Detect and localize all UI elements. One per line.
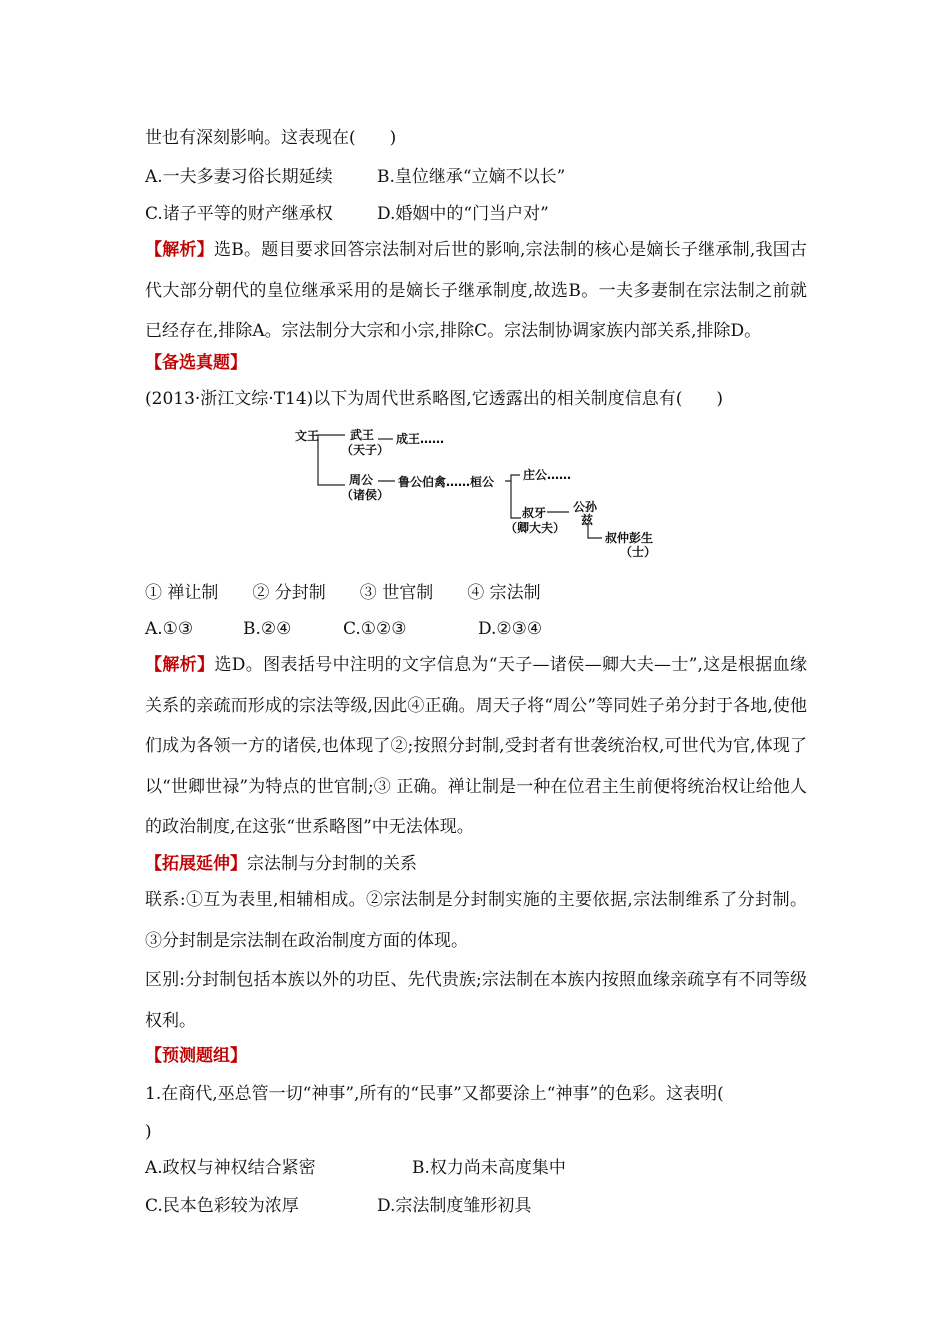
analysis-paragraph-2 (145, 645, 807, 848)
node-wenwang: 文王 (295, 429, 320, 443)
line-huangong-zhuanggong (511, 475, 520, 481)
option-d: D.婚姻中的“门当户对” (377, 204, 549, 224)
extension-title: 宗法制与分封制的关系 (247, 854, 417, 874)
backup-items: ① 禅让制 ② 分封制 ③ 世官制 ④ 宗法制 (145, 583, 541, 603)
analysis-text: 选B。题目要求回答宗法制对后世的影响,宗法制的核心是嫡长子继承制,我国古代大部分朝代的皇位继承采用的是嫡长子继承制度,故选B。一夫多妻制在宗法制之前就已经存在,排除A。宗法制分大宗和小宗,排除C。宗法制协调家族内部关系,排除D。 (145, 240, 807, 341)
analysis-text-2: 选D。图表括号中注明的文字信息为“天子—诸侯—卿大夫—士”,这是根据血缘关系的亲疏而形成的宗法等级,因此④正确。周天子将“周公”等同姓子弟分封于各地,使他们成为各领一方的诸侯,也体现了②;按照分封制,受封者有世袭统治权,可世代为官,体现了以“世卿世禄”为特点的世官制;③ 正确。禅让制是一种在位君主生前便将统治权让给他人的政治制度,在这张“世系略图”中无法体现。 (145, 655, 808, 837)
section-tag-backup: 【备选真题】 (145, 353, 247, 373)
backup-option-d: D.②③④ (478, 619, 543, 639)
analysis-paragraph-1 (145, 230, 807, 352)
node-qingdafu: （卿大夫） (505, 521, 566, 535)
node-zhuanggong: 庄公…… (523, 468, 572, 482)
genealogy-diagram (275, 420, 675, 565)
node-lugong-huangong: 鲁公伯禽……桓公 (398, 475, 495, 489)
predict-option-d: D.宗法制度雏形初具 (377, 1196, 532, 1216)
backup-option-c: C.①②③ (343, 619, 407, 639)
backup-option-a: A.①③ (145, 619, 194, 639)
node-zhuhou: （诸侯） (341, 488, 390, 502)
node-shuzhong: 叔仲彭生 (605, 531, 654, 545)
line-huangong-shuya (505, 481, 521, 518)
node-zhougong: 周公 (349, 473, 374, 487)
option-b: B.皇位继承“立嫡不以长” (377, 167, 566, 187)
node-gongsun: 公孙 (573, 500, 598, 514)
predict-option-c: C.民本色彩较为浓厚 (145, 1196, 299, 1216)
analysis-tag: 【解析】 (145, 240, 214, 260)
extension-diff: 区别:分封制包括本族以外的功臣、先代贵族;宗法制在本族内按照血缘亲疏享有不同等级权利。 (145, 970, 807, 1031)
question-stem-tail: 世也有深刻影响。这表现在( ) (145, 128, 397, 148)
predict-option-b: B.权力尚未高度集中 (412, 1158, 566, 1178)
extension-heading (145, 852, 417, 876)
option-a: A.一夫多妻习俗长期延续 (145, 167, 333, 187)
predict-q1-stem-tail: ) (145, 1122, 152, 1142)
extension-link: 联系:①互为表里,相辅相成。②宗法制是分封制实施的主要依据,宗法制维系了分封制。③分封制是宗法制在政治制度方面的体现。 (145, 890, 807, 951)
predict-option-a: A.政权与神权结合紧密 (145, 1158, 316, 1178)
node-zi: 兹 (581, 513, 594, 527)
section-tag-extension: 【拓展延伸】 (145, 854, 247, 874)
backup-question-stem: (2013·浙江文综·T14)以下为周代世系略图,它透露出的相关制度信息有( ) (145, 389, 723, 409)
node-chengwang: 成王…… (396, 432, 445, 446)
predict-q1-stem: 1.在商代,巫总管一切“神事”,所有的“民事”又都要涂上“神事”的色彩。这表明( (145, 1084, 724, 1104)
node-tianzi: （天子） (341, 443, 390, 457)
option-c: C.诸子平等的财产继承权 (145, 204, 333, 224)
node-shuya: 叔牙 (522, 506, 547, 520)
analysis-tag-2: 【解析】 (145, 655, 215, 675)
node-shi: （士） (620, 545, 657, 559)
question-options-row-1 (145, 165, 333, 189)
section-tag-predict: 【预测题组】 (145, 1046, 247, 1066)
node-wuwang: 武王 (350, 428, 375, 442)
backup-option-b: B.②④ (243, 619, 292, 639)
